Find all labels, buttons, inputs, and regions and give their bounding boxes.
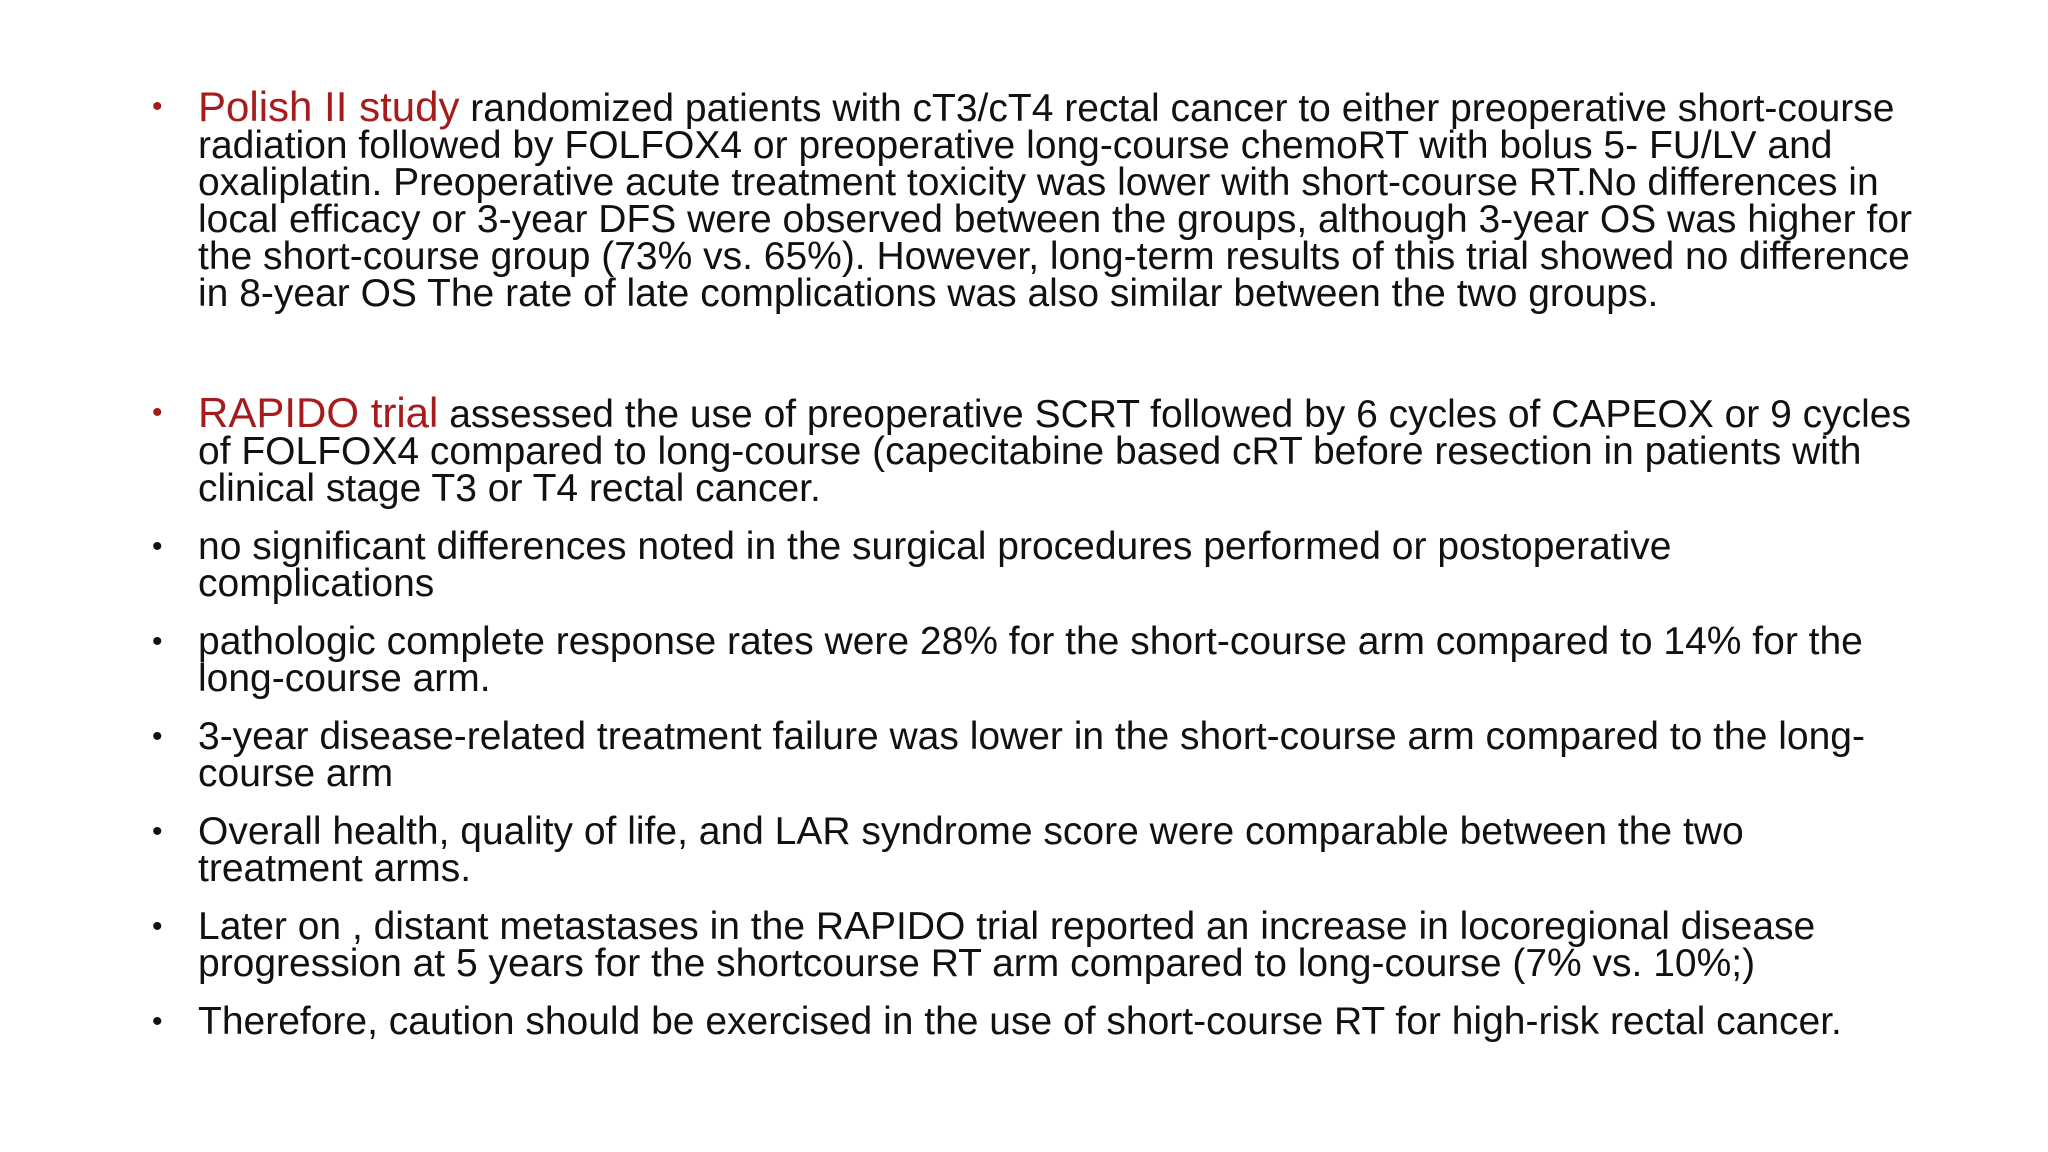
bullet-item-metastases — [152, 905, 1912, 985]
bullet-item-caution — [152, 1000, 1912, 1043]
bullet-icon: • — [152, 910, 163, 943]
bullet-item-rapido — [152, 389, 1912, 510]
bullet-text: Later on , distant metastases in the RAPIDO trial reported an increase in locoregional disease progression at 5 years for the shortcourse RT arm compared to long-course (7% vs. 10%;) — [198, 905, 1816, 985]
bullet-icon: • — [152, 396, 163, 429]
bullet-item-pcr — [152, 620, 1912, 700]
bullet-text: no significant differences noted in the surgical procedures performed or postoperative complications — [198, 525, 1672, 605]
bullet-text: randomized patients with cT3/cT4 rectal cancer to either preoperative short-course radiation followed by FOLFOX4 or preoperative long-course chemoRT with bolus 5- FU/LV and oxaliplatin. Preoperative acute treatment toxicity was lower with short-course RT.No differences in local efficacy or 3-year DFS were observed between the groups, although 3-year OS was higher for the short-course group (73% vs. 65%). However, long-term results of this trial showed no difference in 8-year OS The rate of late complications was also similar between the two groups. — [198, 87, 1913, 315]
bullet-text: Therefore, caution should be exercised in the use of short-course RT for high-risk rectal cancer. — [198, 1000, 1842, 1043]
bullet-text: 3-year disease-related treatment failure was lower in the short-course arm compared to the long-course arm — [198, 715, 1865, 795]
bullet-text: pathologic complete response rates were 28% for the short-course arm compared to 14% for the long-course arm. — [198, 620, 1863, 700]
bullet-icon: • — [152, 90, 163, 123]
bullet-item-polish-ii — [152, 83, 1913, 315]
bullet-item-quality-of-life — [152, 810, 1912, 890]
bullet-item-surgical — [152, 525, 1912, 605]
bullet-icon: • — [152, 530, 163, 563]
bullet-icon: • — [152, 625, 163, 658]
bullet-text: Overall health, quality of life, and LAR syndrome score were comparable between the two treatment arms. — [198, 810, 1744, 890]
bullet-item-treatment-failure — [152, 715, 1912, 795]
lead-label-polish-ii: Polish II study — [198, 83, 460, 130]
bullet-icon: • — [152, 1005, 163, 1038]
bullet-text: assessed the use of preoperative SCRT followed by 6 cycles of CAPEOX or 9 cycles of FOLFOX4 compared to long-course (capecitabine based cRT before resection in patients with clinical stage T3 or T4 rectal cancer. — [198, 393, 1911, 510]
bullet-icon: • — [152, 815, 163, 848]
lead-label-rapido: RAPIDO trial — [198, 389, 439, 436]
bullet-list — [152, 83, 1913, 1043]
bullet-icon: • — [152, 720, 163, 753]
